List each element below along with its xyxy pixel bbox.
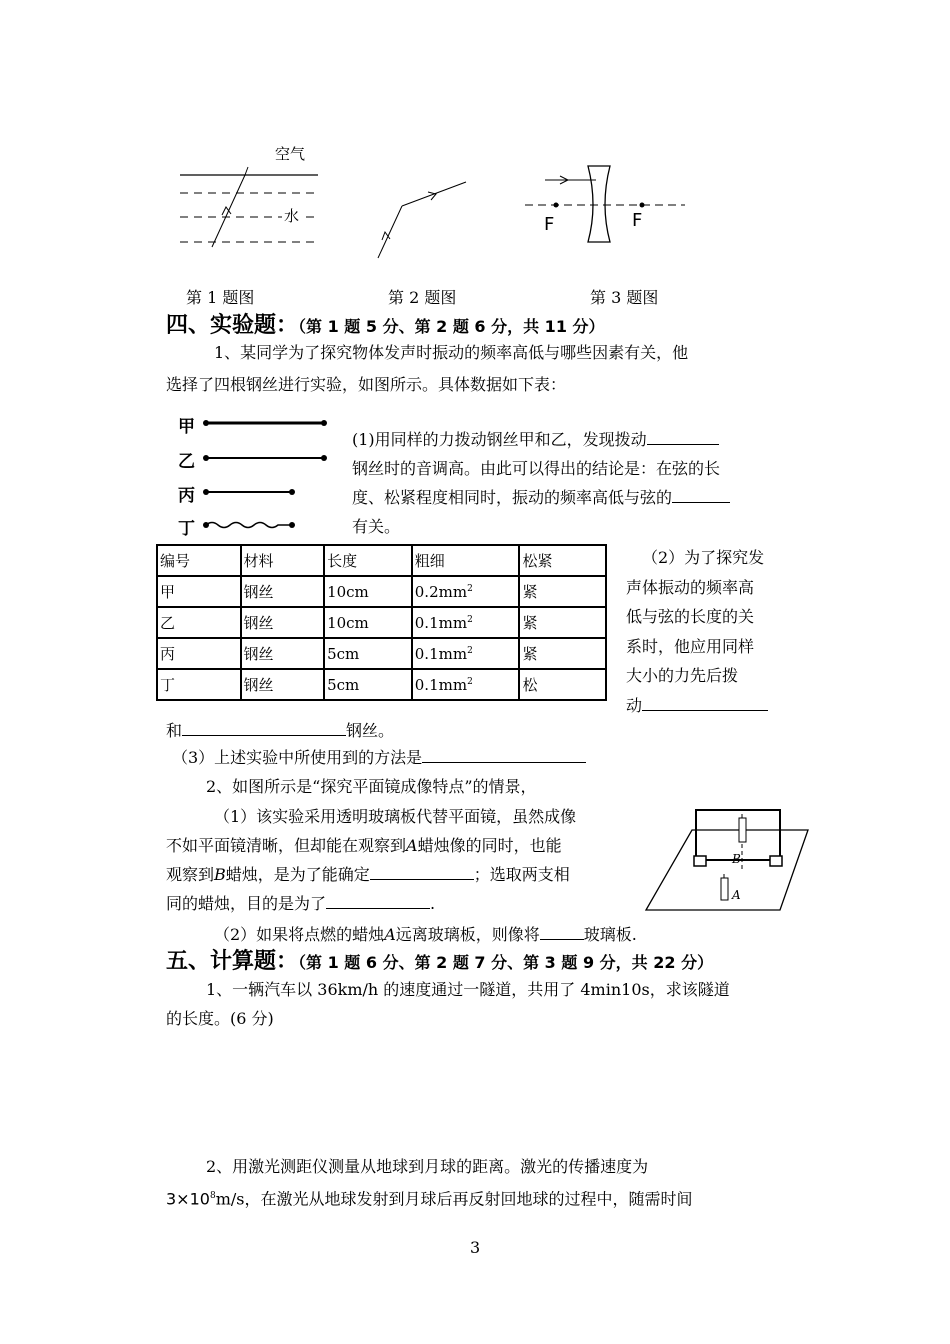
- caption-figure-1: 第 1 题图: [186, 288, 255, 307]
- wires-figure: [178, 410, 338, 540]
- answer-blank-8[interactable]: [540, 921, 584, 940]
- label-air: 空气: [275, 145, 306, 163]
- table-cell: [412, 576, 520, 607]
- q4-1-part1-line3: [352, 483, 730, 513]
- q4-2-p1-line4: [166, 889, 435, 919]
- table-row: [157, 607, 606, 638]
- table-cell: 钢丝: [241, 576, 325, 607]
- section-5-heading: [166, 944, 713, 975]
- q4-1-part2-block: [626, 543, 768, 720]
- q4-2-p1-line2-a: 不如平面镜清晰，但却能在观察到: [166, 836, 407, 855]
- q4-1-part1-line1: [352, 425, 719, 455]
- table-cell: 松: [519, 669, 606, 700]
- table-cell: 甲: [157, 576, 241, 607]
- q4-1-part3-text: （3）上述实验中所使用到的方法是: [172, 748, 423, 767]
- wire-data-table: [156, 544, 607, 701]
- q4-1-part2-line: 声体振动的频率高: [626, 577, 755, 597]
- cell-value: 0.1mm: [414, 675, 468, 694]
- label-focus-left: F: [544, 214, 555, 235]
- answer-blank-6[interactable]: [370, 861, 474, 880]
- unit-superscript: 2: [467, 676, 473, 687]
- q4-1-part2-line: 大小的力先后拨: [626, 666, 739, 685]
- q4-1-part2-prefix: 和: [166, 721, 183, 740]
- table-header-cell: 材料: [241, 545, 325, 576]
- table-header-cell: 粗细: [412, 545, 520, 576]
- q4-1-part2-line: 动: [626, 695, 643, 715]
- table-cell: 丙: [157, 638, 241, 669]
- wire-label-yi: 乙: [178, 452, 195, 472]
- table-cell: [412, 669, 520, 700]
- q4-2-p1-line3-a: 观察到: [166, 865, 215, 884]
- table-cell: 钢丝: [241, 638, 325, 669]
- q5-2-speed-exp: 8: [209, 1191, 216, 1201]
- label-focus-right: F: [632, 210, 643, 231]
- q4-2-p1-line3-b: 蜡烛，是为了能确定: [225, 865, 370, 884]
- caption-figure-3: 第 3 题图: [590, 288, 659, 307]
- q4-2-p2-a: （2）如果将点燃的蜡烛: [214, 925, 385, 944]
- cell-value: 0.2mm: [414, 582, 468, 601]
- q4-2-p1-line4-b: .: [430, 894, 436, 913]
- answer-blank-1[interactable]: [647, 426, 719, 445]
- figure-3: [520, 160, 690, 250]
- unit-superscript: 2: [467, 645, 473, 656]
- q4-2-p1-line4-a: 同的蜡烛，目的是为了: [166, 894, 327, 913]
- table-header-cell: 编号: [157, 545, 241, 576]
- unit-superscript: 2: [467, 583, 473, 594]
- table-cell: 10cm: [324, 576, 412, 607]
- candle-a-ref: A: [384, 925, 396, 944]
- q4-2-p2-c: 玻璃板.: [583, 925, 637, 944]
- light-path-diagram: [360, 170, 480, 270]
- q4-1-part1-line1-text: (1)用同样的力拨动钢丝甲和乙，发现拨动: [352, 430, 647, 449]
- q4-2-p1-line3-c: ；选取两支相: [473, 865, 570, 884]
- table-row: [157, 669, 606, 700]
- table-cell: 乙: [157, 607, 241, 638]
- figure-2: [360, 170, 480, 270]
- q4-1-intro-line1: 1、某同学为了探究物体发声时振动的频率高低与哪些因素有关，他: [214, 343, 689, 362]
- q5-2-line1: 2、用激光测距仪测量从地球到月球的距离。激光的传播速度为: [206, 1157, 649, 1176]
- section-4-score: （第 1 题 5 分、第 2 题 6 分，共 11 分）: [298, 317, 605, 336]
- concave-lens-diagram: [520, 160, 690, 250]
- page-number: 3: [470, 1238, 481, 1257]
- table-cell: 紧: [519, 638, 606, 669]
- q5-2-line2-b: m/s，在激光从地球发射到月球后再反射回地球的过程中，随需时间: [215, 1189, 693, 1209]
- q4-1-part2-continuation: [166, 716, 394, 746]
- q4-1-part1-line3-text: 度、松紧程度相同时，振动的频率高低与弦的: [352, 488, 673, 507]
- caption-figure-2: 第 2 题图: [388, 288, 457, 307]
- table-cell: 紧: [519, 576, 606, 607]
- q4-1-part1-line4: 有关。: [352, 517, 401, 536]
- wire-label-bing: 丙: [178, 486, 195, 506]
- table-row: [157, 638, 606, 669]
- answer-blank-3[interactable]: [642, 692, 768, 711]
- table-cell: 5cm: [324, 669, 412, 700]
- table-cell: [412, 607, 520, 638]
- wire-label-ding: 丁: [178, 519, 195, 539]
- q4-2-intro: 2、如图所示是“探究平面镜成像特点”的情景，: [206, 777, 537, 796]
- q4-1-part1-line2: 钢丝时的音调高。由此可以得出的结论是：在弦的长: [352, 459, 721, 478]
- candle-a-ref: A: [406, 836, 418, 855]
- table-header-cell: 长度: [324, 545, 412, 576]
- q4-2-p1-line3: [166, 860, 570, 890]
- q4-1-part2-suffix: 钢丝。: [346, 721, 395, 740]
- answer-blank-5[interactable]: [422, 744, 586, 763]
- table-cell: 5cm: [324, 638, 412, 669]
- plane-mirror-diagram: [640, 800, 810, 915]
- q5-1-line2: 的长度。(6 分): [166, 1009, 274, 1028]
- section-4-heading: [166, 308, 605, 339]
- table-cell: 10cm: [324, 607, 412, 638]
- q4-1-part3: [172, 743, 586, 773]
- answer-blank-2[interactable]: [672, 484, 730, 503]
- q4-1-part2-line: 低与弦的长度的关: [626, 607, 755, 626]
- plane-mirror-figure: [640, 800, 810, 915]
- q5-2-line2: [166, 1181, 692, 1214]
- q4-1-intro-line2: 选择了四根钢丝进行实验，如图所示。具体数据如下表：: [166, 375, 567, 394]
- table-cell: 钢丝: [241, 607, 325, 638]
- table-header-cell: 松紧: [519, 545, 606, 576]
- wire-label-jia: 甲: [178, 417, 195, 437]
- table-header-row: [157, 545, 606, 576]
- q4-2-p2-b: 远离玻璃板，则像将: [395, 925, 540, 944]
- q4-1-part2-line-last: [626, 691, 768, 721]
- table-row: [157, 576, 606, 607]
- section-4-title: 四、实验题：: [166, 313, 299, 338]
- q5-2-speed-a: 3×10: [166, 1189, 210, 1209]
- q5-1-line1: 1、一辆汽车以 36km/h 的速度通过一隧道，共用了 4min10s，求该隧道: [206, 980, 730, 999]
- cell-value: 0.1mm: [414, 613, 468, 632]
- figure-1: [170, 135, 330, 250]
- mirror-fig-label-b: B: [732, 852, 741, 866]
- mirror-fig-label-a: A: [732, 888, 741, 902]
- refraction-diagram: [170, 135, 330, 250]
- unit-superscript: 2: [467, 614, 473, 625]
- q4-2-p1-line1: （1）该实验采用透明玻璃板代替平面镜，虽然成像: [214, 807, 577, 826]
- wires-diagram: [178, 410, 338, 540]
- cell-value: 0.1mm: [414, 644, 468, 663]
- q4-2-p1-line2-b: 蜡烛像的同时，也能: [417, 836, 562, 855]
- answer-blank-4[interactable]: [182, 717, 346, 736]
- table-cell: [412, 638, 520, 669]
- label-water: 水: [284, 207, 300, 225]
- q4-1-part2-line: （2）为了探究发: [642, 548, 765, 567]
- candle-b-ref: B: [214, 865, 226, 884]
- q4-2-p1-line2: [166, 831, 562, 861]
- section-5-title: 五、计算题：: [166, 949, 299, 974]
- table-cell: 丁: [157, 669, 241, 700]
- table-cell: 紧: [519, 607, 606, 638]
- table-cell: 钢丝: [241, 669, 325, 700]
- q4-1-part2-line: 系时，他应用同样: [626, 636, 755, 656]
- answer-blank-7[interactable]: [326, 890, 430, 909]
- section-5-score: （第 1 题 6 分、第 2 题 7 分、第 3 题 9 分，共 22 分）: [298, 953, 714, 972]
